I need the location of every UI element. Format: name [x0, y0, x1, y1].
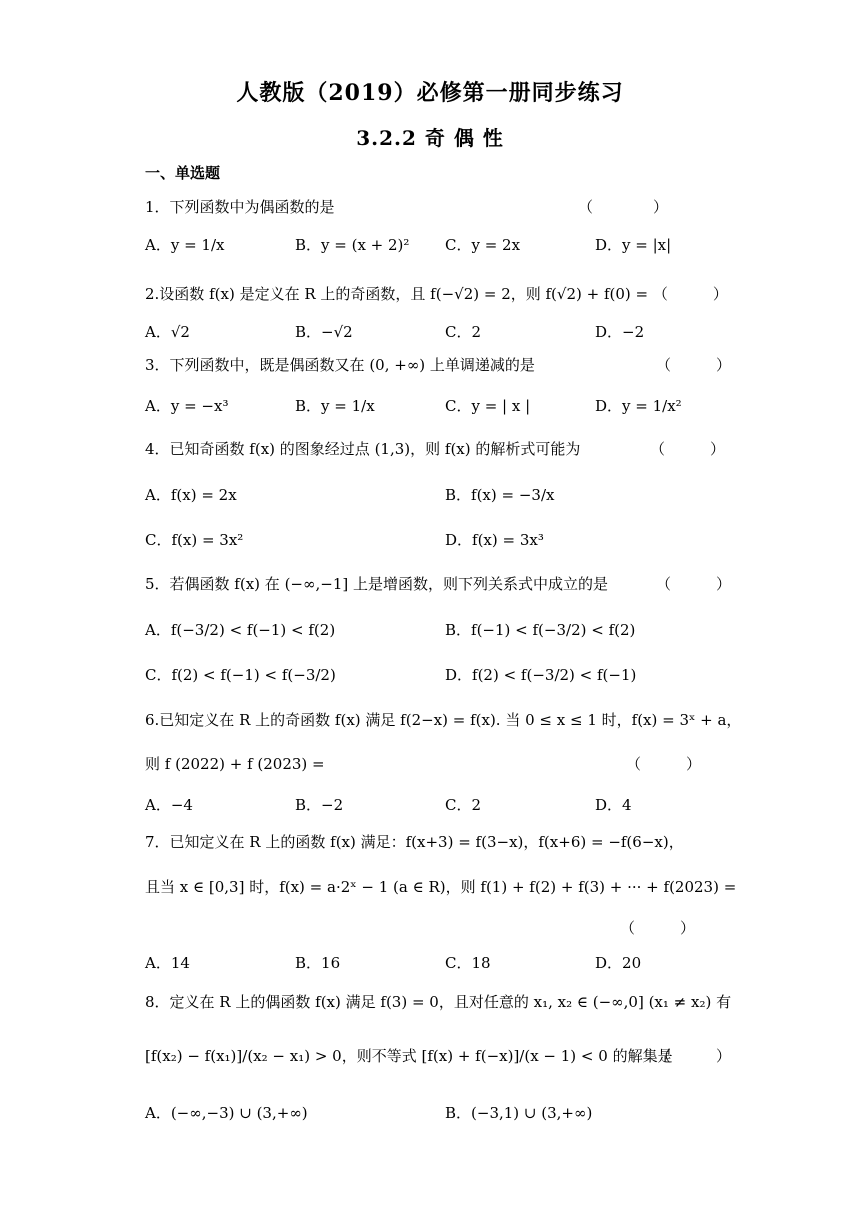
question-7-option-a: A．14 — [145, 954, 190, 972]
question-1-option-d: D．y = |x| — [595, 236, 672, 254]
question-4-option-b: B．f(x) = −3/x — [445, 486, 555, 504]
question-2-option-d: D．−2 — [595, 323, 645, 341]
question-5-stem: 5．若偶函数 f(x) 在 (−∞,−1] 上是增函数，则下列关系式中成立的是 — [145, 575, 608, 593]
question-6-option-a: A．−4 — [145, 796, 193, 814]
question-5-option-c: C．f(2) < f(−1) < f(−3/2) — [145, 666, 336, 684]
question-4-option-a: A．f(x) = 2x — [145, 486, 237, 504]
question-8-stem-continued: [f(x₂) − f(x₁)]/(x₂ − x₁) > 0，则不等式 [f(x) + f(−x)]/(x − 1) < 0 的解集是 — [145, 1047, 673, 1065]
question-6-answer-blank: （ ） — [626, 755, 702, 773]
question-7-answer-blank: （ ） — [620, 919, 696, 937]
question-1-option-c: C．y = 2x — [445, 236, 521, 254]
question-2-option-a: A．√2 — [145, 323, 190, 341]
question-4-option-d: D．f(x) = 3x³ — [445, 531, 544, 549]
question-6-option-c: C．2 — [445, 796, 482, 814]
question-7-stem-continued: 且当 x ∈ [0,3] 时，f(x) = a·2ˣ − 1 (a ∈ R)，则 f(1) + f(2) + f(3) + ··· + f(2023) = — [145, 878, 737, 896]
question-5-option-d: D．f(2) < f(−3/2) < f(−1) — [445, 666, 637, 684]
lesson-title: 3.2.2 奇 偶 性 — [356, 126, 504, 150]
question-3-option-b: B．y = 1/x — [295, 397, 375, 415]
question-7-option-c: C．18 — [445, 954, 491, 972]
question-3-option-d: D．y = 1/x² — [595, 397, 682, 415]
question-5-answer-blank: （ ） — [656, 575, 732, 593]
question-2-option-b: B．−√2 — [295, 323, 353, 341]
question-3-option-a: A．y = −x³ — [145, 397, 229, 415]
question-6-option-d: D．4 — [595, 796, 632, 814]
question-1-option-a: A．y = 1/x — [145, 236, 225, 254]
question-6-stem-continued: 则 f (2022) + f (2023) = — [145, 755, 325, 773]
question-8-option-b: B．(−3,1) ∪ (3,+∞) — [445, 1104, 593, 1122]
question-5-option-a: A．f(−3/2) < f(−1) < f(2) — [145, 621, 336, 639]
question-7-stem: 7．已知定义在 R 上的函数 f(x) 满足：f(x+3) = f(3−x)，f(x+6) = −f(6−x)， — [145, 833, 684, 851]
question-2-option-c: C．2 — [445, 323, 482, 341]
question-1-answer-blank: （ ） — [578, 198, 669, 216]
question-7-option-b: B．16 — [295, 954, 341, 972]
question-7-option-d: D．20 — [595, 954, 642, 972]
section-heading: 一、单选题 — [145, 164, 221, 182]
question-2-stem: 2.设函数 f(x) 是定义在 R 上的奇函数，且 f(−√2) = 2，则 f(√2) + f(0) = （ ） — [145, 285, 728, 303]
question-5-option-b: B．f(−1) < f(−3/2) < f(2) — [445, 621, 636, 639]
question-3-stem: 3．下列函数中，既是偶函数又在 (0, +∞) 上单调递减的是 — [145, 356, 535, 374]
question-1-option-b: B．y = (x + 2)² — [295, 236, 410, 254]
question-3-option-c: C．y = | x | — [445, 397, 531, 415]
question-4-stem: 4．已知奇函数 f(x) 的图象经过点 (1,3)，则 f(x) 的解析式可能为 — [145, 440, 581, 458]
question-8-option-a: A．(−∞,−3) ∪ (3,+∞) — [145, 1104, 308, 1122]
question-1-stem: 1．下列函数中为偶函数的是 — [145, 198, 335, 216]
question-6-option-b: B．−2 — [295, 796, 344, 814]
worksheet-title: 人教版（2019）必修第一册同步练习 — [236, 80, 624, 106]
question-3-answer-blank: （ ） — [656, 356, 732, 374]
question-6-stem: 6.已知定义在 R 上的奇函数 f(x) 满足 f(2−x) = f(x). 当 0 ≤ x ≤ 1 时，f(x) = 3ˣ + a， — [145, 711, 742, 729]
question-8-answer-blank: （ ） — [656, 1047, 732, 1065]
question-4-answer-blank: （ ） — [650, 440, 726, 458]
question-4-option-c: C．f(x) = 3x² — [145, 531, 244, 549]
question-8-stem: 8．定义在 R 上的偶函数 f(x) 满足 f(3) = 0，且对任意的 x₁, x₂ ∈ (−∞,0] (x₁ ≠ x₂) 有 — [145, 993, 732, 1011]
